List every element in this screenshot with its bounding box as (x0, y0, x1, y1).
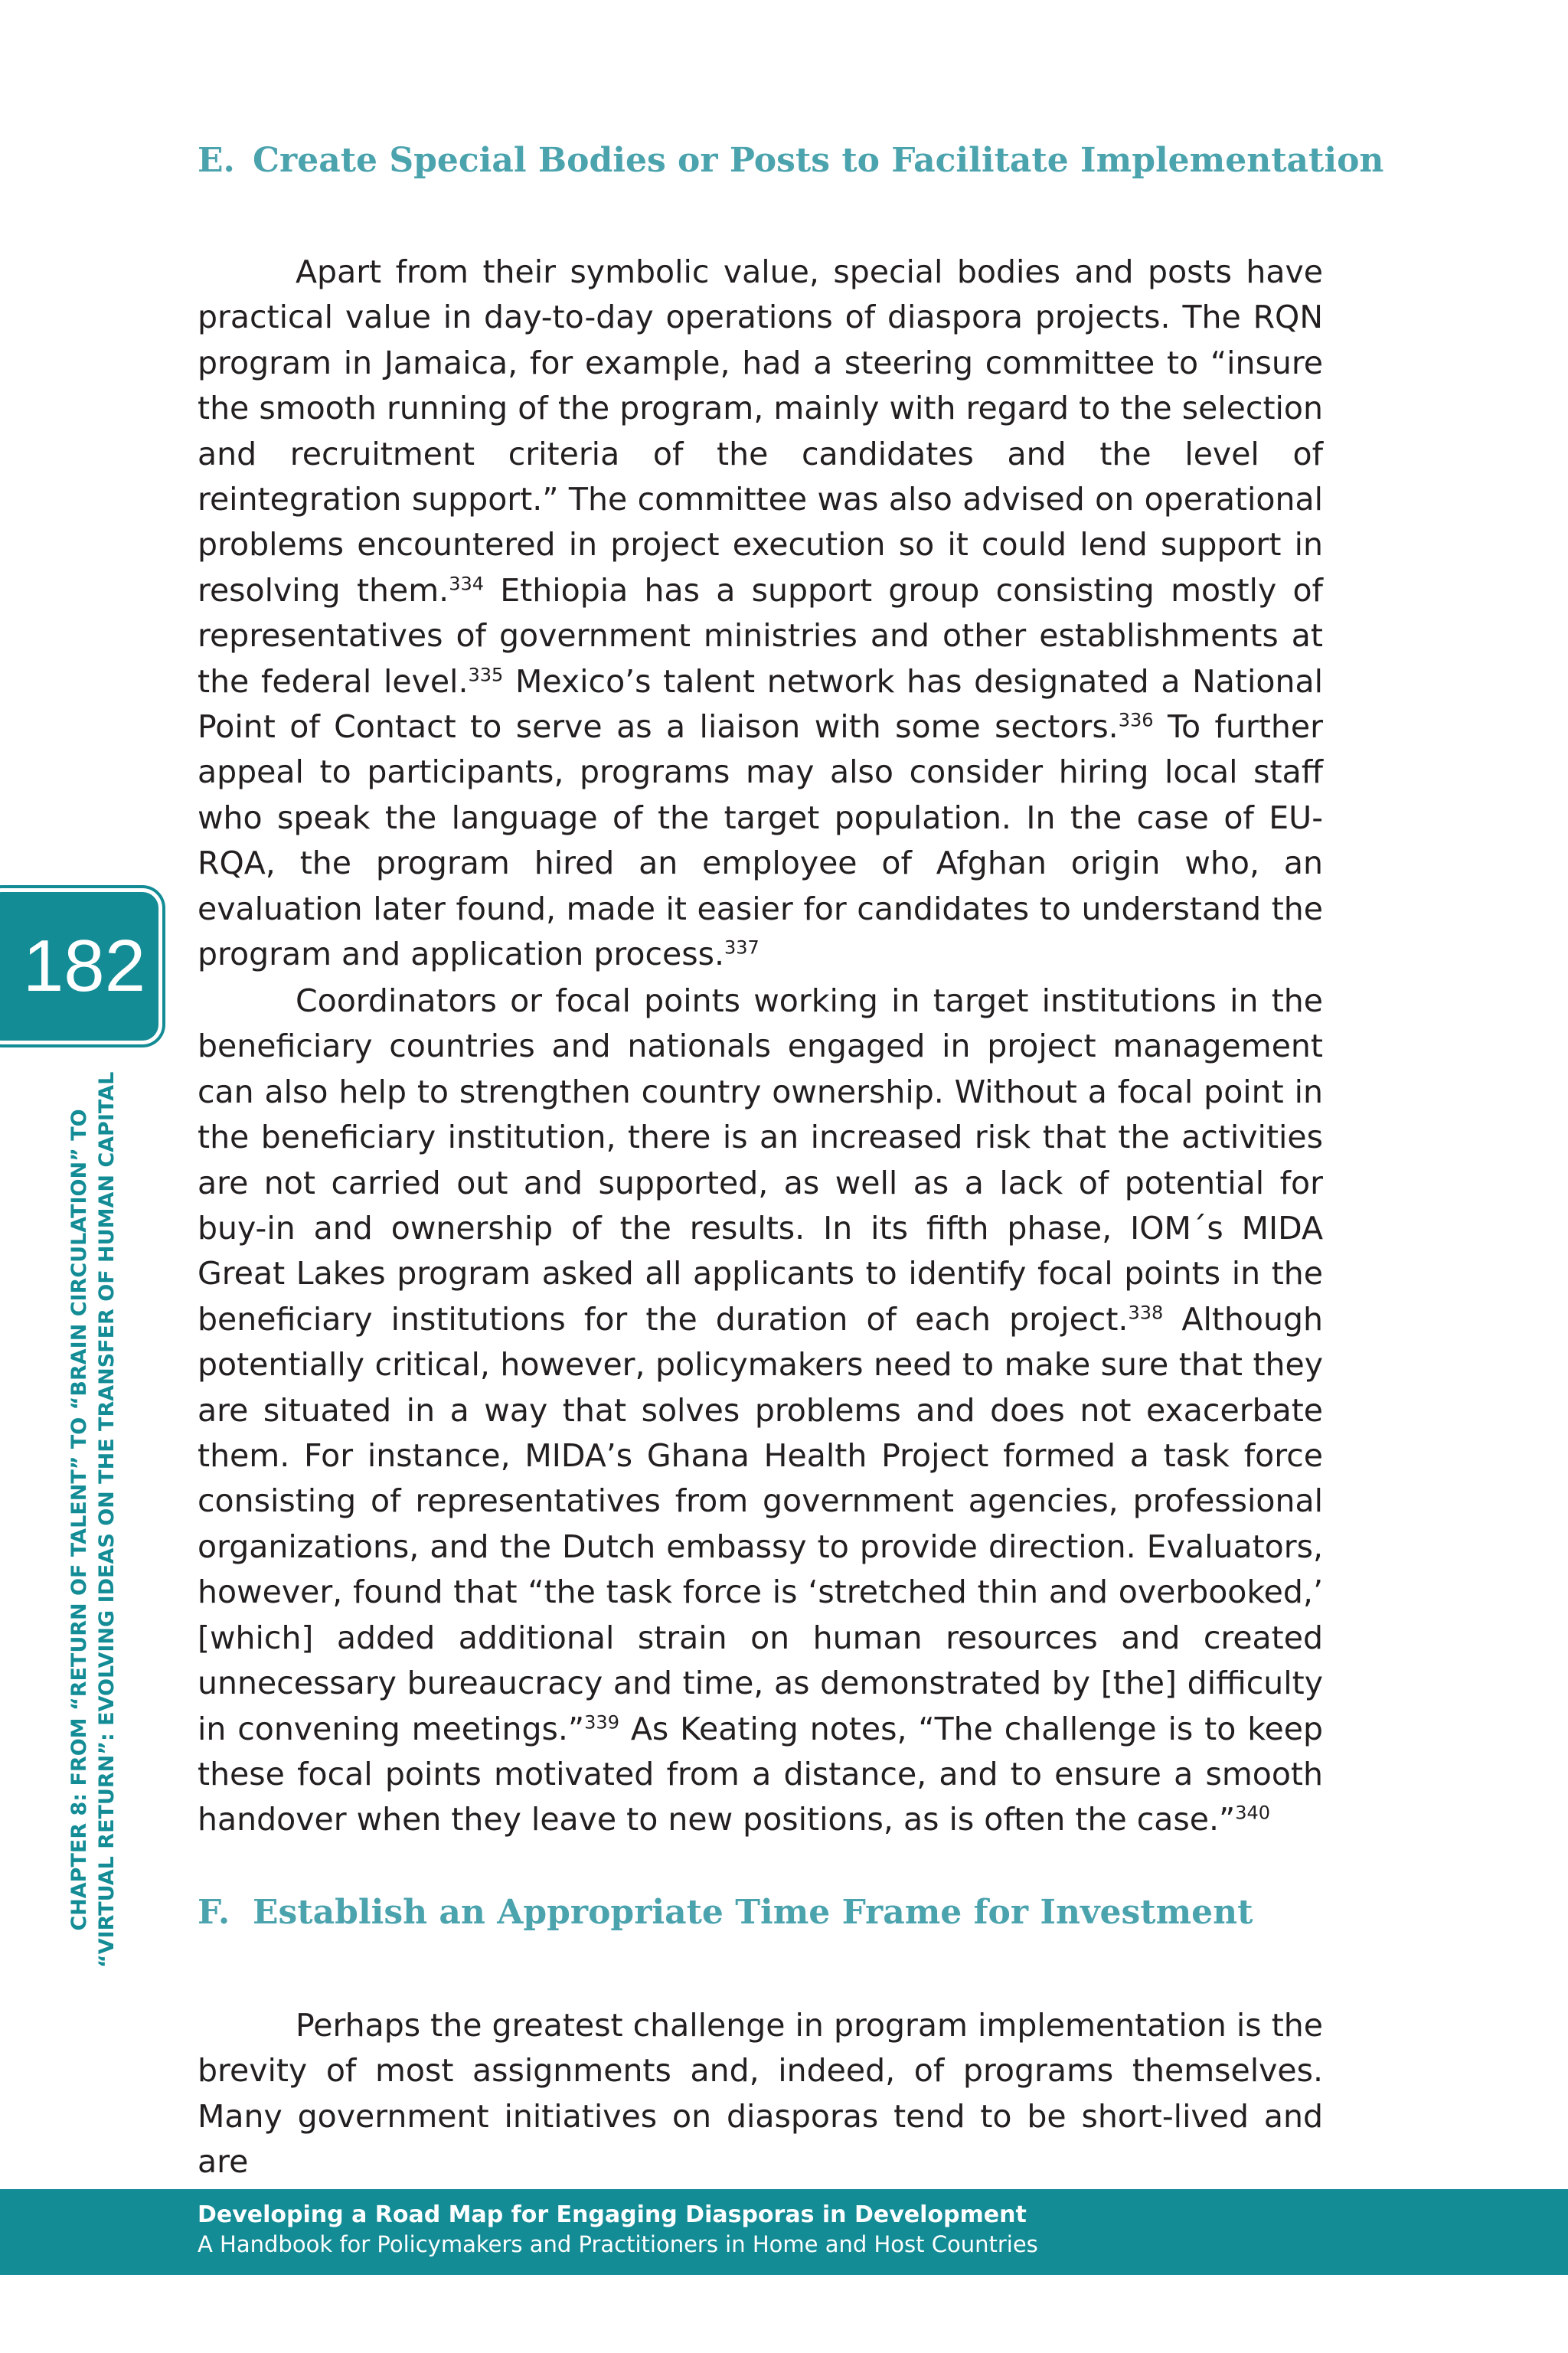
paragraph-text: Apart from their symbolic value, special bodies and posts have practical value in day-to-day operations of diaspora projects. The RQN program in Jamaica, for example, had a steering committee to “insure the smooth running of the program, mainly with regard to the selection and recruitment criteria of the candidates and the level of reintegration support.” The committee was also advised on operational problems encountered in project execution so it could lend support in resolving them. (198, 253, 1323, 609)
footnote-ref-335[interactable]: 335 (468, 664, 504, 685)
footnote-ref-337[interactable]: 337 (724, 936, 760, 959)
paragraph-text: Although potentially critical, however, policymakers need to make sure that they are situated in a way that solves problems and does not exacerbate them. For instance, MIDA’s Ghana Health Project formed a task force consisting of representatives from government agencies, professional organizations, and the Dutch embassy to provide direction. Evaluators, however, found that “the task force is ‘stretched thin and overbooked,’ [which] added additional strain on human resources and created unnecessary bureaucracy and time, as demonstrated by [the] difficulty in convening meetings.” (198, 1300, 1323, 1747)
footnote-ref-336[interactable]: 336 (1118, 709, 1154, 731)
running-head-line-1: CHAPTER 8: FROM “RETURN OF TALENT” TO “BRAIN CIRCULATION” TO (67, 1109, 91, 1931)
paragraph-text: Mexico’s talent network has designated a National Point of Contact to serve as a liaison with some sectors. (198, 662, 1323, 746)
page-number: 182 (22, 925, 146, 1007)
footer-title: Developing a Road Map for Engaging Diasporas in Development (198, 2201, 1027, 2228)
footnote-ref-339[interactable]: 339 (584, 1711, 619, 1733)
body-paragraph-1 (198, 250, 1323, 978)
paragraph-text: Ethiopia has a support group consisting mostly of representatives of government ministries and other establishments at the federal level. (198, 571, 1323, 700)
section-title: Create Special Bodies or Posts to Facilitate Implementation (253, 141, 1384, 180)
chapter-running-head (63, 1072, 124, 1968)
paragraph-text: To further appeal to participants, programs may also consider hiring local staff who speak the language of the target population. In the case of EU-RQA, the program hired an employee of Afghan origin who, an evaluation later found, made it easier for candidates to understand the program and application process. (198, 708, 1323, 973)
footnote-ref-338[interactable]: 338 (1128, 1302, 1164, 1324)
running-head-line-2: “VIRTUAL RETURN”: EVOLVING IDEAS ON THE TRANSFER OF HUMAN CAPITAL (95, 1071, 119, 1968)
section-title: Establish an Appropriate Time Frame for Investment (253, 1893, 1253, 1932)
section-letter: E. (198, 141, 235, 180)
paragraph-text: Coordinators or focal points working in target institutions in the beneficiary countries and nationals engaged in project management can also help to strengthen country ownership. Without a focal point in the beneficiary institution, there is an increased risk that the activities are not carried out and supported, as well as a lack of potential for buy-in and ownership of the results. In its fifth phase, IOM´s MIDA Great Lakes program asked all applicants to identify focal points in the beneficiary institutions for the duration of each project. (198, 982, 1323, 1338)
section-heading-e (198, 139, 1383, 182)
paragraph-text: As Keating notes, “The challenge is to keep these focal points motivated from a distance, and to ensure a smooth handover when they leave to new positions, as is often the case.” (198, 1710, 1323, 1838)
body-paragraph-3 (198, 2003, 1323, 2185)
chapter-running-head-text (66, 1072, 121, 1968)
section-letter: F. (198, 1893, 230, 1932)
footnote-ref-340[interactable]: 340 (1235, 1802, 1271, 1824)
footer-bar (0, 2189, 1568, 2275)
footnote-ref-334[interactable]: 334 (449, 573, 485, 595)
body-paragraph-2 (198, 979, 1323, 1843)
page-number-badge (0, 888, 162, 1044)
section-heading-f (198, 1891, 1253, 1934)
footer-subtitle: A Handbook for Policymakers and Practitioners in Home and Host Countries (198, 2231, 1038, 2257)
paragraph-text: Perhaps the greatest challenge in program implementation is the brevity of most assignments and, indeed, of programs themselves. Many government initiatives on diasporas tend to be short-lived and are (198, 2007, 1323, 2181)
